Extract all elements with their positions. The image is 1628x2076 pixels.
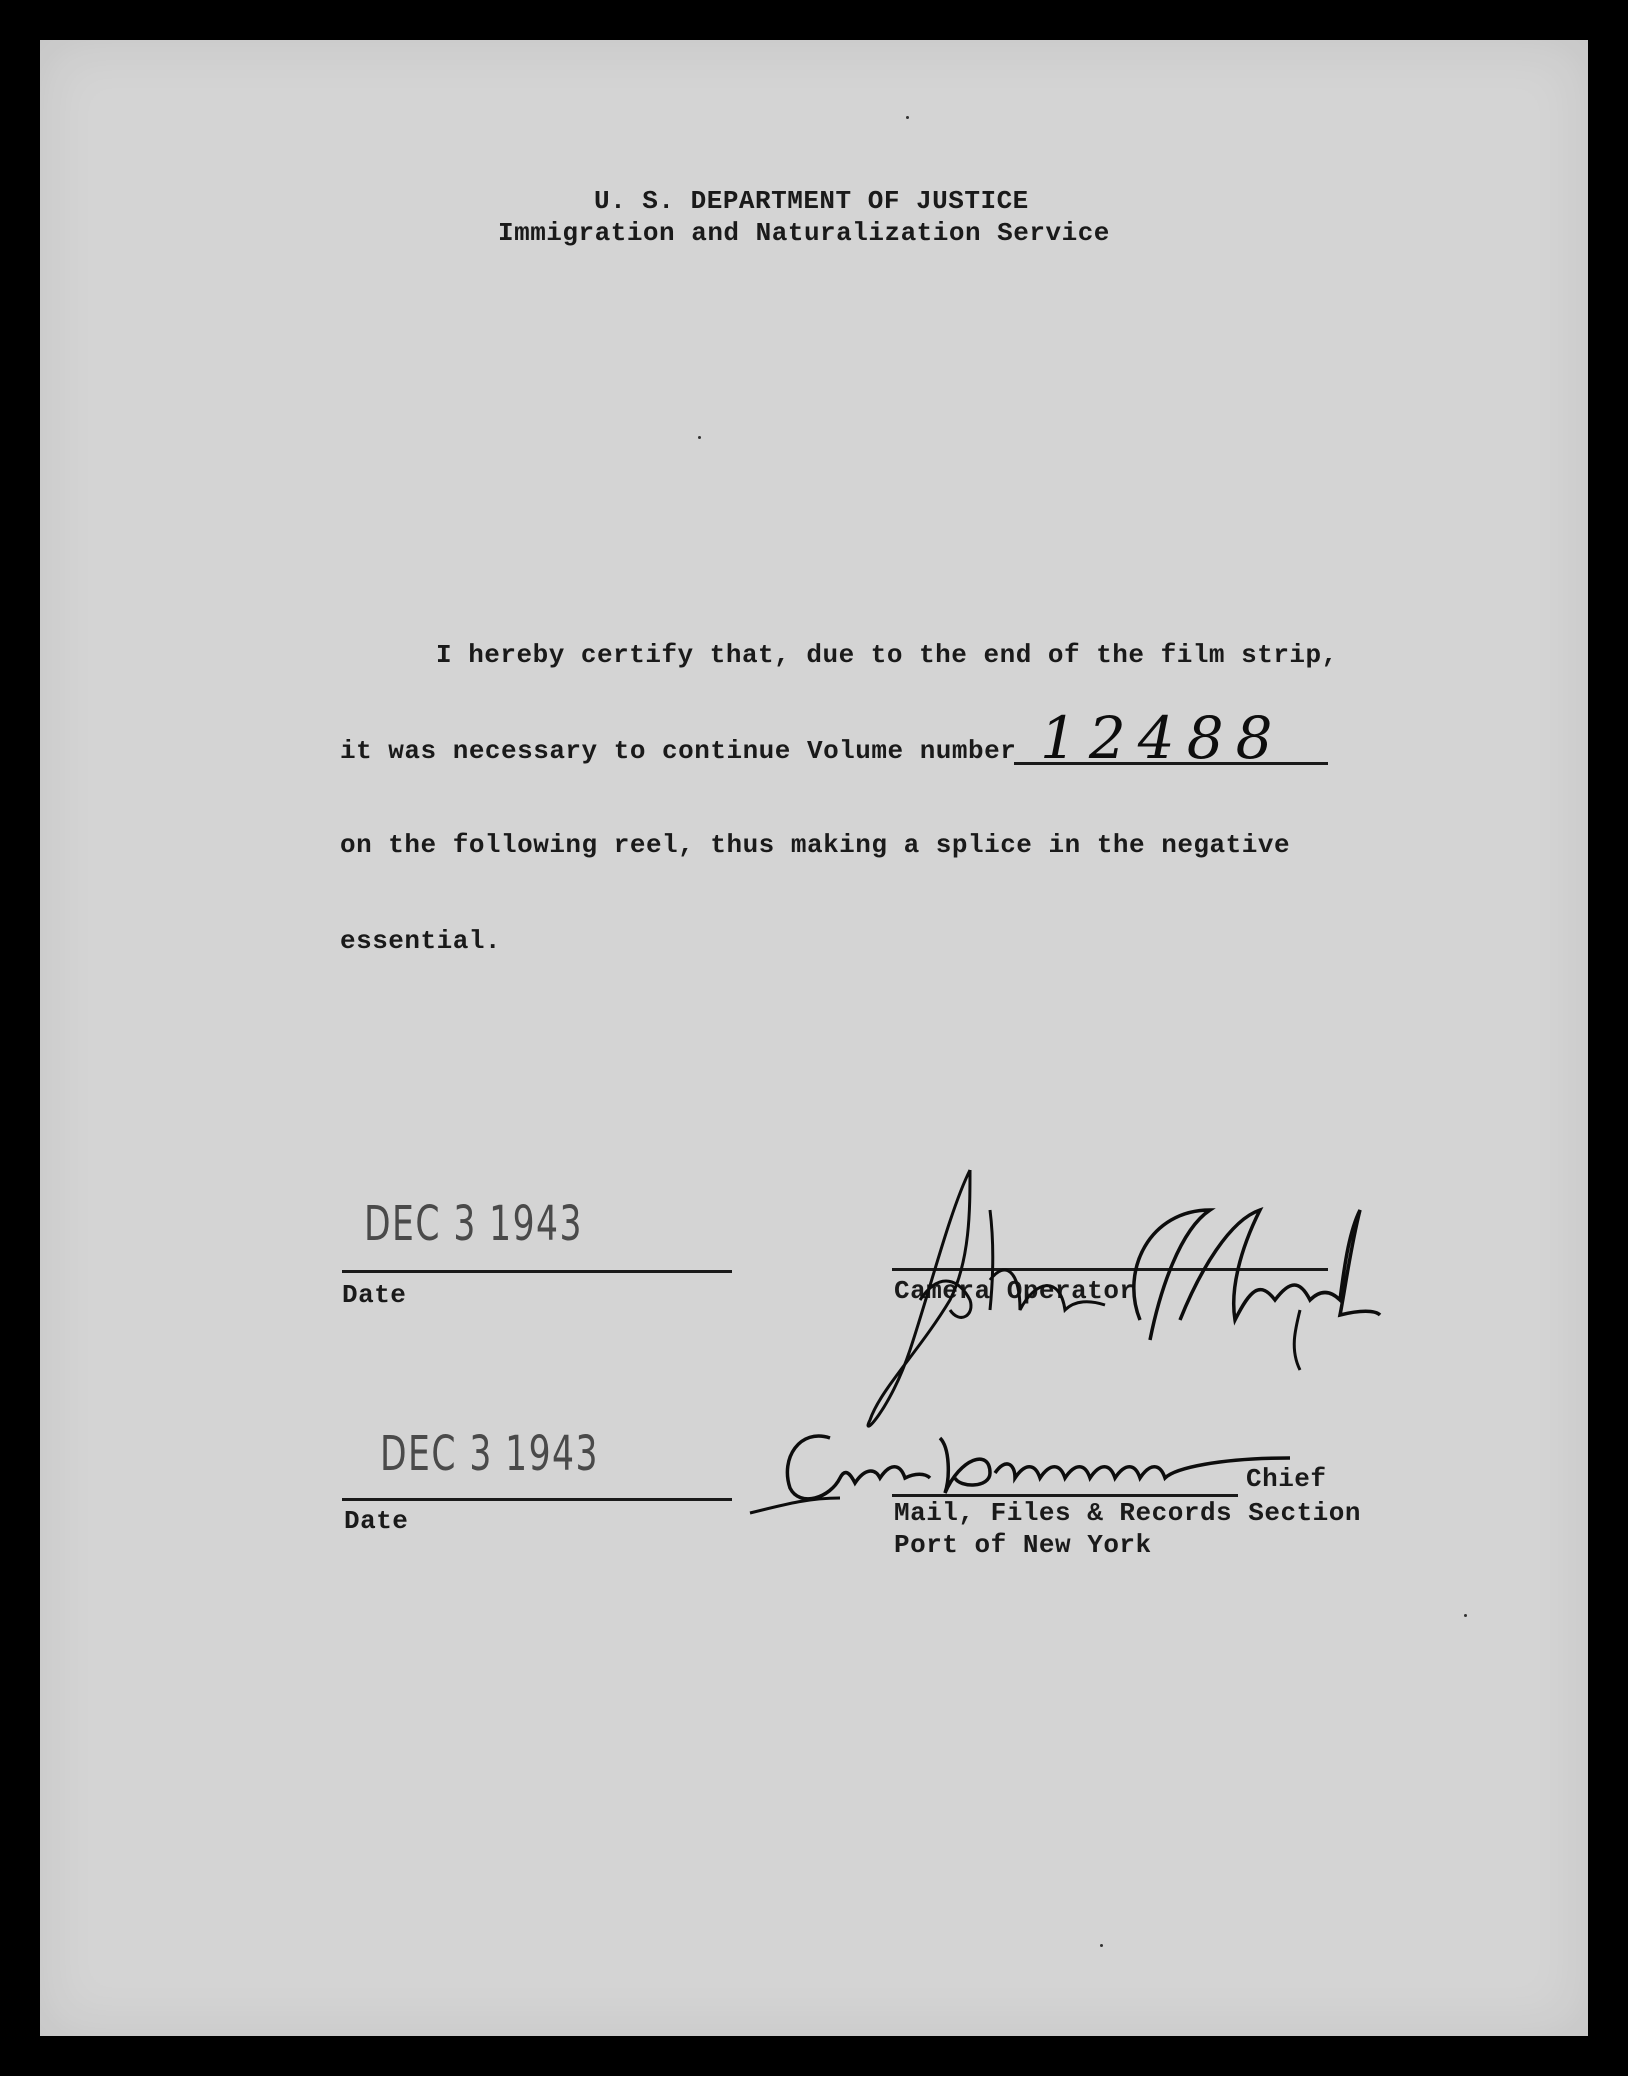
operator-date-line bbox=[342, 1270, 732, 1273]
scan-speck bbox=[1464, 1614, 1467, 1617]
body-line-4: essential. bbox=[340, 926, 502, 956]
chief-signature-mark bbox=[750, 1418, 1290, 1518]
chief-title-line-3: Port of New York bbox=[894, 1530, 1152, 1560]
body-line-2: it was necessary to continue Volume number bbox=[340, 736, 1017, 766]
chief-title-line-2: Mail, Files & Records Section bbox=[894, 1498, 1361, 1528]
volume-number-handwritten: 12488 bbox=[1040, 704, 1285, 772]
scan-speck bbox=[698, 436, 701, 439]
chief-date-label: Date bbox=[344, 1506, 409, 1536]
scan-speck bbox=[1100, 1944, 1103, 1947]
body-line-3: on the following reel, thus making a splice in the negative bbox=[340, 830, 1291, 860]
chief-title: Chief bbox=[1246, 1464, 1327, 1494]
chief-date-stamp: DEC 3 1943 bbox=[380, 1426, 599, 1482]
body-line-1: I hereby certify that, due to the end of the film strip, bbox=[436, 640, 1338, 670]
operator-date-stamp: DEC 3 1943 bbox=[364, 1196, 583, 1252]
operator-title: Camera Operator bbox=[894, 1276, 1136, 1306]
scan-speck bbox=[906, 116, 909, 119]
operator-date-label: Date bbox=[342, 1280, 407, 1310]
operator-signature-mark bbox=[820, 1150, 1380, 1450]
document-page bbox=[40, 40, 1588, 2036]
chief-date-line bbox=[342, 1498, 732, 1501]
header-service: Immigration and Naturalization Service bbox=[498, 218, 1110, 248]
header-department: U. S. DEPARTMENT OF JUSTICE bbox=[594, 186, 1029, 216]
